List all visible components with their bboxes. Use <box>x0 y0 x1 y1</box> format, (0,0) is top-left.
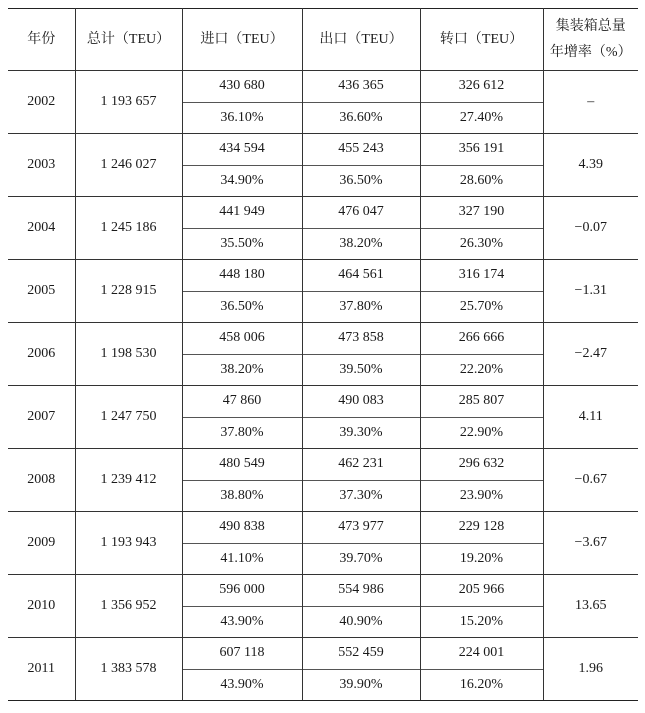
export-share-cell: 37.80% <box>302 291 420 323</box>
transit-value-cell: 326 612 <box>420 71 543 103</box>
total-cell: 1 356 952 <box>75 575 182 638</box>
import-share-cell: 36.50% <box>182 291 302 323</box>
table-row-values <box>8 638 638 670</box>
export-share-cell: 38.20% <box>302 228 420 260</box>
table-row-values <box>8 71 638 103</box>
total-cell: 1 247 750 <box>75 386 182 449</box>
total-cell: 1 198 530 <box>75 323 182 386</box>
export-value-cell: 490 083 <box>302 386 420 418</box>
export-value-cell: 464 561 <box>302 260 420 292</box>
export-share-cell: 39.50% <box>302 354 420 386</box>
year-cell: 2006 <box>8 323 75 386</box>
growth-rate-cell: −1.31 <box>543 260 638 323</box>
import-value-cell: 480 549 <box>182 449 302 481</box>
total-cell: 1 228 915 <box>75 260 182 323</box>
transit-share-cell: 28.60% <box>420 165 543 197</box>
import-share-cell: 38.20% <box>182 354 302 386</box>
export-share-cell: 39.90% <box>302 669 420 701</box>
transit-value-cell: 296 632 <box>420 449 543 481</box>
table-header <box>8 9 638 71</box>
header-growth-rate-line1: 集装箱总量 <box>555 18 626 34</box>
import-share-cell: 35.50% <box>182 228 302 260</box>
table-body <box>8 71 638 701</box>
transit-share-cell: 22.20% <box>420 354 543 386</box>
import-share-cell: 34.90% <box>182 165 302 197</box>
transit-value-cell: 229 128 <box>420 512 543 544</box>
import-value-cell: 458 006 <box>182 323 302 355</box>
import-share-cell: 41.10% <box>182 543 302 575</box>
table-row-values <box>8 449 638 481</box>
export-value-cell: 554 986 <box>302 575 420 607</box>
export-share-cell: 40.90% <box>302 606 420 638</box>
container-statistics-table <box>8 8 638 701</box>
transit-value-cell: 266 666 <box>420 323 543 355</box>
export-value-cell: 552 459 <box>302 638 420 670</box>
growth-rate-cell: 4.11 <box>543 386 638 449</box>
transit-value-cell: 316 174 <box>420 260 543 292</box>
table-row-values <box>8 134 638 166</box>
header-year: 年份 <box>8 9 75 71</box>
export-value-cell: 473 977 <box>302 512 420 544</box>
header-total: 总计（TEU） <box>75 9 182 71</box>
import-value-cell: 607 118 <box>182 638 302 670</box>
total-cell: 1 239 412 <box>75 449 182 512</box>
export-share-cell: 36.60% <box>302 102 420 134</box>
total-cell: 1 193 943 <box>75 512 182 575</box>
header-transit: 转口（TEU） <box>420 9 543 71</box>
import-value-cell: 441 949 <box>182 197 302 229</box>
export-value-cell: 476 047 <box>302 197 420 229</box>
import-value-cell: 596 000 <box>182 575 302 607</box>
transit-value-cell: 205 966 <box>420 575 543 607</box>
growth-rate-cell: 4.39 <box>543 134 638 197</box>
year-cell: 2009 <box>8 512 75 575</box>
growth-rate-cell: −2.47 <box>543 323 638 386</box>
total-cell: 1 383 578 <box>75 638 182 701</box>
transit-share-cell: 26.30% <box>420 228 543 260</box>
header-import: 进口（TEU） <box>182 9 302 71</box>
year-cell: 2007 <box>8 386 75 449</box>
import-value-cell: 430 680 <box>182 71 302 103</box>
year-cell: 2003 <box>8 134 75 197</box>
export-value-cell: 455 243 <box>302 134 420 166</box>
table-row-values <box>8 512 638 544</box>
export-value-cell: 436 365 <box>302 71 420 103</box>
import-value-cell: 47 860 <box>182 386 302 418</box>
transit-share-cell: 25.70% <box>420 291 543 323</box>
transit-share-cell: 22.90% <box>420 417 543 449</box>
transit-share-cell: 15.20% <box>420 606 543 638</box>
growth-rate-cell: 1.96 <box>543 638 638 701</box>
header-export: 出口（TEU） <box>302 9 420 71</box>
growth-rate-cell: −0.67 <box>543 449 638 512</box>
export-share-cell: 36.50% <box>302 165 420 197</box>
header-row <box>8 9 638 71</box>
import-value-cell: 448 180 <box>182 260 302 292</box>
header-growth-rate <box>543 9 638 71</box>
year-cell: 2004 <box>8 197 75 260</box>
import-share-cell: 43.90% <box>182 669 302 701</box>
table-row-values <box>8 260 638 292</box>
table-row-values <box>8 197 638 229</box>
growth-rate-cell: – <box>543 71 638 134</box>
transit-share-cell: 23.90% <box>420 480 543 512</box>
export-share-cell: 37.30% <box>302 480 420 512</box>
transit-share-cell: 19.20% <box>420 543 543 575</box>
transit-value-cell: 224 001 <box>420 638 543 670</box>
transit-share-cell: 27.40% <box>420 102 543 134</box>
import-share-cell: 38.80% <box>182 480 302 512</box>
growth-rate-cell: 13.65 <box>543 575 638 638</box>
growth-rate-cell: −0.07 <box>543 197 638 260</box>
transit-share-cell: 16.20% <box>420 669 543 701</box>
total-cell: 1 246 027 <box>75 134 182 197</box>
growth-rate-cell: −3.67 <box>543 512 638 575</box>
year-cell: 2008 <box>8 449 75 512</box>
transit-value-cell: 356 191 <box>420 134 543 166</box>
import-share-cell: 43.90% <box>182 606 302 638</box>
transit-value-cell: 327 190 <box>420 197 543 229</box>
table-row-values <box>8 575 638 607</box>
year-cell: 2010 <box>8 575 75 638</box>
transit-value-cell: 285 807 <box>420 386 543 418</box>
total-cell: 1 245 186 <box>75 197 182 260</box>
export-value-cell: 462 231 <box>302 449 420 481</box>
year-cell: 2011 <box>8 638 75 701</box>
total-cell: 1 193 657 <box>75 71 182 134</box>
year-cell: 2005 <box>8 260 75 323</box>
export-share-cell: 39.70% <box>302 543 420 575</box>
export-share-cell: 39.30% <box>302 417 420 449</box>
import-value-cell: 490 838 <box>182 512 302 544</box>
import-value-cell: 434 594 <box>182 134 302 166</box>
table-row-values <box>8 323 638 355</box>
import-share-cell: 36.10% <box>182 102 302 134</box>
import-share-cell: 37.80% <box>182 417 302 449</box>
table-row-values <box>8 386 638 418</box>
year-cell: 2002 <box>8 71 75 134</box>
export-value-cell: 473 858 <box>302 323 420 355</box>
header-growth-rate-line2: 年增率（%） <box>549 44 632 60</box>
